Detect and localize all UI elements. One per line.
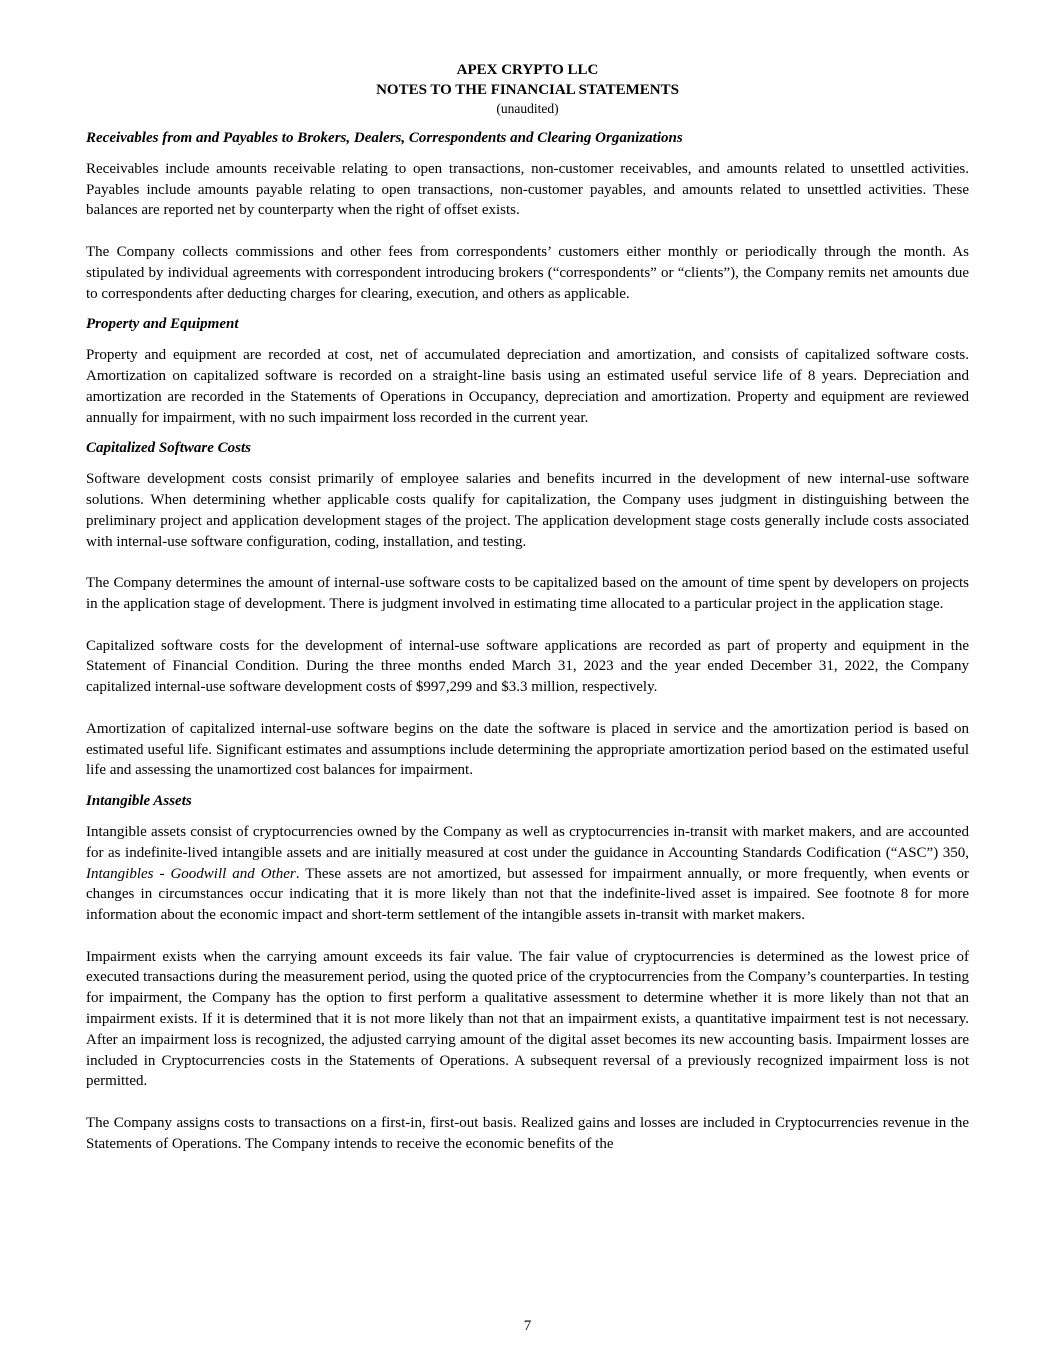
- paragraph-software-2: The Company determines the amount of internal-use software costs to be capitalized based on the amount of time spent by developers on projects in the application stage of development. There is judgment involved in estimating time allocated to a particular project in the application stage.: [86, 575, 969, 612]
- document-subtitle: (unaudited): [496, 101, 559, 116]
- paragraph-intangible-1-italic: Intangibles - Goodwill and Other: [86, 865, 296, 882]
- paragraph-receivables-2: The Company collects commissions and other fees from correspondents’ customers either monthly or periodically through the month. As stipulated by individual agreements with correspondent introducing brokers (“correspondents” or “clients”), the Company remits net amounts due to correspondents after deducting charges for clearing, execution, and others as applicable.: [86, 243, 969, 302]
- paragraph-property-1: Property and equipment are recorded at cost, net of accumulated depreciation and amortization, and consists of capitalized software costs. Amortization on capitalized software is recorded on a straight-line basis using an estimated useful service life of 8 years. Depreciation and amortization are recorded in the Statements of Operations in Occupancy, depreciation and amortization. Property and equipment are reviewed annually for impairment, with no such impairment loss recorded in the current year.: [86, 347, 969, 426]
- document-page: [86, 60, 969, 1175]
- section-title-property: Property and Equipment: [86, 316, 239, 333]
- section-title-software: Capitalized Software Costs: [86, 440, 252, 457]
- paragraph-intangible-1: [86, 822, 969, 926]
- paragraph-intangible-2: Impairment exists when the carrying amount exceeds its fair value. The fair value of cryptocurrencies is determined as the lowest price of executed transactions during the measurement period, using the quoted price of the cryptocurrencies from the Company’s counterparties. In testing for impairment, the Company has the option to first perform a qualitative assessment to determine whether it is more likely than not that an impairment exists. If it is determined that it is not more likely than not that an impairment exists, a quantitative impairment test is not necessary. After an impairment loss is recognized, the adjusted carrying amount of the digital asset becomes its new accounting basis. Impairment losses are included in Cryptocurrencies costs in the Statements of Operations. A subsequent reversal of a previously recognized impairment loss is not permitted.: [86, 948, 969, 1090]
- paragraph-intangible-3: The Company assigns costs to transactions on a first-in, first-out basis. Realized gains and losses are included in Cryptocurrencies revenue in the Statements of Operations. The Company intends to receive the economic benefits of the: [86, 1115, 969, 1152]
- paragraph-software-1: Software development costs consist primarily of employee salaries and benefits incurred in the development of new internal-use software solutions. When determining whether applicable costs qualify for capitalization, the Company uses judgment in distinguishing between the preliminary project and application development stages of the project. The application development stage costs generally include costs associated with internal-use software configuration, coding, installation, and testing.: [86, 471, 969, 550]
- document-title: NOTES TO THE FINANCIAL STATEMENTS: [376, 82, 679, 98]
- page-number: 7: [523, 1318, 532, 1334]
- paragraph-intangible-1-part-a: Intangible assets consist of cryptocurrencies owned by the Company as well as cryptocurrencies in-transit with market makers, and are accounted for as indefinite-lived intangible assets and are initially measured at cost under the guidance in Accounting Standards Codification (“ASC”) 350,: [86, 823, 969, 861]
- paragraph-receivables-1: Receivables include amounts receivable relating to open transactions, non-customer receivables, and amounts related to unsettled activities. Payables include amounts payable relating to open transactions, non-customer payables, and amounts related to unsettled activities. These balances are reported net by counterparty when the right of offset exists.: [86, 160, 969, 219]
- paragraph-intangible-1-part-b: . These assets are not amortized, but assessed for impairment annually, or more frequently, when events or changes in circumstances occur indicating that it is more likely than not that the indefinite-lived asset is impaired. See footnote 8 for more information about the economic impact and short-term settlement of the intangible assets in-transit with market makers.: [86, 865, 969, 924]
- paragraph-software-4: Amortization of capitalized internal-use software begins on the date the software is placed in service and the amortization period is based on estimated useful life. Significant estimates and assumptions include determining the appropriate amortization period based on the estimated useful life and assessing the unamortized cost balances for impairment.: [86, 720, 969, 779]
- company-name: APEX CRYPTO LLC: [456, 62, 599, 78]
- section-title-intangible: Intangible Assets: [86, 793, 192, 810]
- paragraph-software-3: Capitalized software costs for the development of internal-use software applications are recorded as part of property and equipment in the Statement of Financial Condition. During the three months ended March 31, 2023 and the year ended December 31, 2022, the Company capitalized internal-use software development costs of $997,299 and $3.3 million, respectively.: [86, 637, 969, 696]
- section-title-receivables: Receivables from and Payables to Brokers, Dealers, Correspondents and Clearing Organizations: [86, 130, 683, 146]
